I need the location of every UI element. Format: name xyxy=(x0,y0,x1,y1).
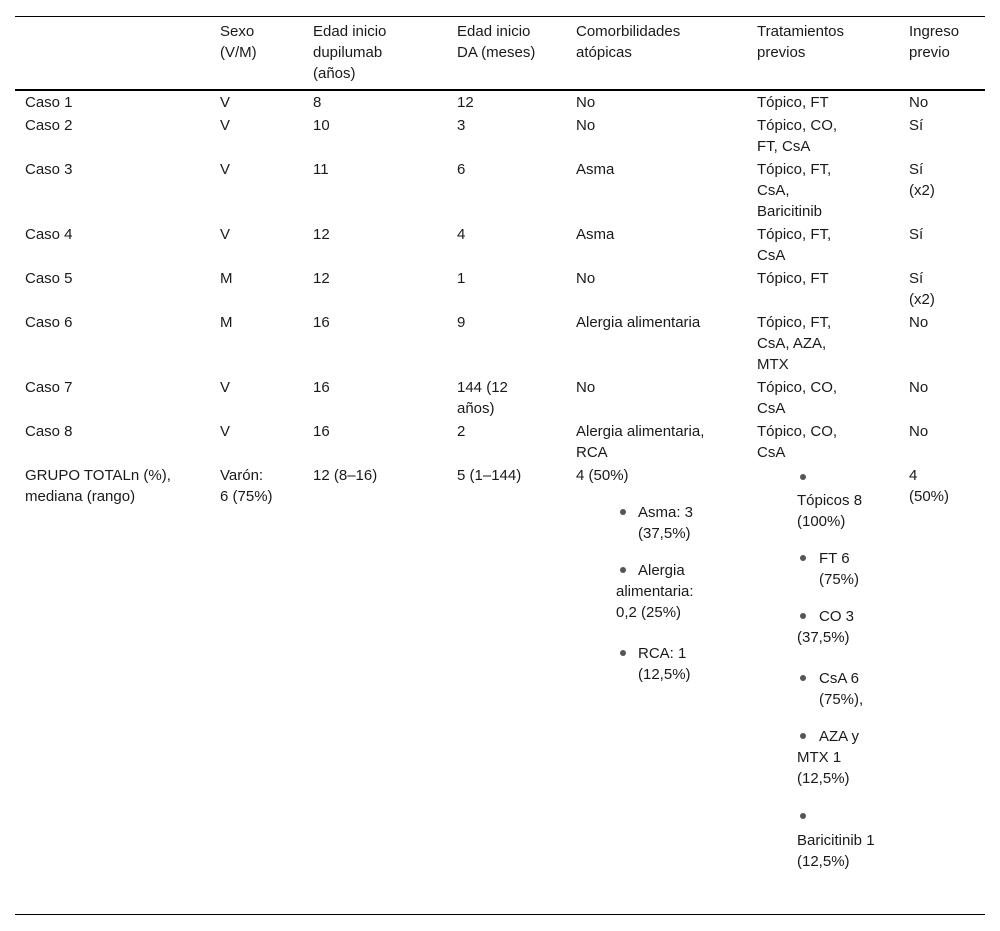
list-item: CO 3 (37,5%) xyxy=(797,608,855,646)
cell-sex: V xyxy=(220,423,231,440)
cell-age-dupilumab: 12 xyxy=(313,226,330,243)
cell-comorbidities: No xyxy=(576,379,596,396)
cell-age-da: 4 xyxy=(457,226,466,243)
cell-treatments: Tópico, CO, CsA xyxy=(757,423,838,461)
cell-admission: Sí (x2) xyxy=(909,270,935,308)
cell-sex: V xyxy=(220,161,231,178)
cell-age-dupilumab: 8 xyxy=(313,94,322,111)
cell-age-da: 3 xyxy=(457,117,466,134)
cell-treatments: Tópico, FT, CsA, AZA, MTX xyxy=(757,314,832,373)
cell-treatments: Tópico, FT xyxy=(757,94,829,111)
cell-sex: V xyxy=(220,94,231,111)
row-label: Caso 2 xyxy=(25,117,73,134)
cell-treatments: Tópico, CO, FT, CsA xyxy=(757,117,838,155)
list-item: Alergia alimentaria: 0,2 (25%) xyxy=(616,562,694,621)
cell-age-dupilumab: 16 xyxy=(313,423,330,440)
bullet-icon xyxy=(800,813,806,819)
list-item: CsA 6 (75%), xyxy=(819,670,864,708)
cell-comorbidities: No xyxy=(576,94,596,111)
bullet-icon xyxy=(800,555,806,561)
cell-age-da: 1 xyxy=(457,270,466,287)
cell-comorbidities: Asma xyxy=(576,226,615,243)
row-label: Caso 8 xyxy=(25,423,73,440)
cell-admission: No xyxy=(909,314,929,331)
bullet-icon xyxy=(800,474,806,480)
cell-admission: No xyxy=(909,379,929,396)
cell-sex: V xyxy=(220,226,231,243)
row-label: Caso 7 xyxy=(25,379,73,396)
total-comorbidities-summary: 4 (50%) xyxy=(576,467,629,484)
row-label: Caso 3 xyxy=(25,161,73,178)
cell-comorbidities: Alergia alimentaria xyxy=(576,314,701,331)
cell-age-dupilumab: 11 xyxy=(313,161,329,178)
row-label: Caso 6 xyxy=(25,314,73,331)
cell-age-da: 144 (12 años) xyxy=(457,379,508,417)
cell-age-da: 9 xyxy=(457,314,466,331)
cell-age-da: 2 xyxy=(457,423,466,440)
cell-comorbidities: No xyxy=(576,117,596,134)
cell-treatments: Tópico, FT xyxy=(757,270,829,287)
cell-admission: No xyxy=(909,94,929,111)
total-sex: Varón: 6 (75%) xyxy=(220,467,273,505)
cell-sex: M xyxy=(220,270,233,287)
cell-admission: Sí xyxy=(909,117,924,134)
cell-comorbidities: Alergia alimentaria, RCA xyxy=(576,423,705,461)
row-label: Caso 4 xyxy=(25,226,73,243)
list-item: AZA y MTX 1 (12,5%) xyxy=(797,728,860,787)
bullet-icon xyxy=(620,650,626,656)
cell-sex: V xyxy=(220,379,231,396)
cell-age-dupilumab: 12 xyxy=(313,270,330,287)
list-item: Asma: 3 (37,5%) xyxy=(638,504,694,542)
header-age-da: Edad inicio DA (meses) xyxy=(457,23,536,61)
list-item: Baricitinib 1 (12,5%) xyxy=(797,832,875,870)
total-admissions: 4 (50%) xyxy=(909,467,950,505)
list-item: FT 6 (75%) xyxy=(819,550,860,588)
cell-age-da: 12 xyxy=(457,94,474,111)
cell-age-dupilumab: 10 xyxy=(313,117,330,134)
list-item: RCA: 1 (12,5%) xyxy=(638,645,691,683)
cell-treatments: Tópico, CO, CsA xyxy=(757,379,838,417)
cell-age-da: 6 xyxy=(457,161,466,178)
header-sex: Sexo (V/M) xyxy=(220,23,257,61)
cell-comorbidities: No xyxy=(576,270,596,287)
total-age-dupilumab: 12 (8–16) xyxy=(313,467,378,484)
total-age-da: 5 (1–144) xyxy=(457,467,522,484)
cell-age-dupilumab: 16 xyxy=(313,314,330,331)
bullet-icon xyxy=(800,675,806,681)
table-header-rule xyxy=(15,89,985,91)
cell-sex: M xyxy=(220,314,233,331)
table-top-rule xyxy=(15,16,985,17)
cell-comorbidities: Asma xyxy=(576,161,615,178)
cell-sex: V xyxy=(220,117,231,134)
row-label: Caso 5 xyxy=(25,270,73,287)
cell-age-dupilumab: 16 xyxy=(313,379,330,396)
list-item: Tópicos 8 (100%) xyxy=(797,492,863,530)
cell-treatments: Tópico, FT, CsA, Baricitinib xyxy=(757,161,832,220)
header-age-dupilumab: Edad inicio dupilumab (años) xyxy=(313,23,387,82)
total-label: GRUPO TOTALn (%), mediana (rango) xyxy=(25,467,171,505)
bullet-icon xyxy=(620,509,626,515)
row-label: Caso 1 xyxy=(25,94,73,111)
cell-admission: Sí xyxy=(909,226,924,243)
cell-admission: No xyxy=(909,423,929,440)
cell-treatments: Tópico, FT, CsA xyxy=(757,226,832,264)
header-treatments: Tratamientos previos xyxy=(757,23,844,61)
header-comorbidities: Comorbilidades atópicas xyxy=(576,23,681,61)
table-bottom-rule xyxy=(15,914,985,915)
header-admission: Ingreso previo xyxy=(909,23,960,61)
cell-admission: Sí (x2) xyxy=(909,161,935,199)
